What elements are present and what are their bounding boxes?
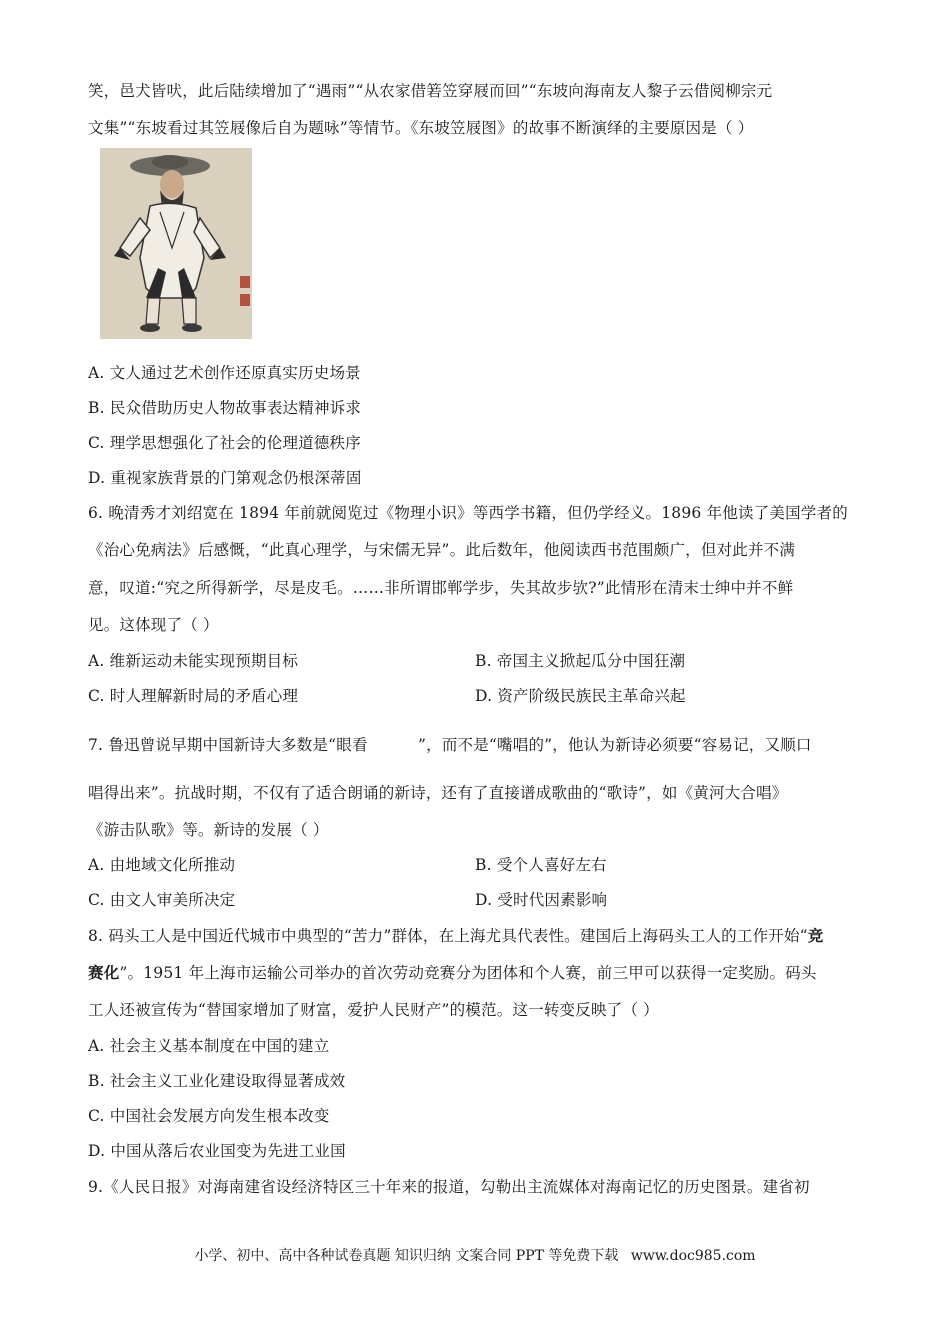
- q6-option-b: B. 帝国主义掀起瓜分中国狂潮: [475, 652, 686, 670]
- q5-option-c: C. 理学思想强化了社会的伦理道德秩序: [88, 434, 361, 452]
- q7-stem-line-1a: 7. 鲁迅曾说早期中国新诗大多数是“眼看: [88, 736, 368, 754]
- q7-option-a: A. 由地域文化所推动: [88, 856, 236, 874]
- q8-stem-line-2: [88, 962, 817, 984]
- q6-stem-line-4: 见。这体现了（ ）: [88, 616, 219, 634]
- q8-option-a: A. 社会主义基本制度在中国的建立: [88, 1037, 330, 1055]
- q6-stem-line-1: 6. 晚清秀才刘绍宽在 1894 年前就阅览过《物理小识》等西学书籍，但仍学经义。1896 年他读了美国学者的: [88, 504, 848, 522]
- q7-stem-line-1b: ”，而不是“嘴唱的”，他认为新诗必须要“容易记，又顺口: [418, 736, 812, 754]
- q8-option-b: B. 社会主义工业化建设取得显著成效: [88, 1072, 346, 1090]
- q6-option-c: C. 时人理解新时局的矛盾心理: [88, 687, 299, 705]
- footer-text: 小学、初中、高中各种试卷真题 知识归纳 文案合同 PPT 等免费下载: [194, 1248, 619, 1264]
- q7-option-c: C. 由文人审美所决定: [88, 891, 236, 909]
- q8-stem-line-1-text: 8. 码头工人是中国近代城市中典型的“苦力”群体，在上海尤具代表性。建国后上海码头工人的工作开始“: [88, 927, 808, 945]
- q5-option-a: A. 文人通过艺术创作还原真实历史场景: [88, 364, 361, 382]
- q7-stem-line-3: 《游击队歌》等。新诗的发展（ ）: [88, 821, 329, 839]
- footer-url[interactable]: www.doc985.com: [630, 1248, 756, 1264]
- q8-stem-line-2-text: ”。1951 年上海市运输公司举办的首次劳动竞赛分为团体和个人赛，前三甲可以获得一定奖励。码头: [119, 964, 817, 982]
- dongpo-painting-image: [100, 148, 252, 339]
- q5-option-b: B. 民众借助历史人物故事表达精神诉求: [88, 399, 362, 417]
- q9-stem-line-1: 9.《人民日报》对海南建省设经济特区三十年来的报道，勾勒出主流媒体对海南记忆的历史图景。建省初: [88, 1178, 810, 1196]
- q8-stem-line-1: [88, 925, 824, 947]
- q8-stem-line-3: 工人还被宣传为“替国家增加了财富，爱护人民财产”的模范。这一转变反映了（ ）: [88, 1001, 659, 1019]
- q5-stem-line-1: 笑，邑犬皆吠，此后陆续增加了“遇雨”“从农家借箬笠穿屐而回”“东坡向海南友人黎子云借阅柳宗元: [88, 82, 773, 100]
- q5-stem-line-2: 文集”“东坡看过其笠屐像后自为题咏”等情节。《东坡笠屐图》的故事不断演绎的主要原因是（ ）: [88, 119, 754, 137]
- q6-stem-line-3: 意，叹道:“究之所得新学，尽是皮毛。……非所谓邯郸学步，失其故步欤?”此情形在清末士绅中并不鲜: [88, 579, 794, 597]
- q7-stem-line-2: 唱得出来”。抗战时期，不仅有了适合朗诵的新诗，还有了直接谱成歌曲的“歌诗”，如《黄河大合唱》: [88, 784, 788, 802]
- q8-option-c: C. 中国社会发展方向发生根本改变: [88, 1107, 330, 1125]
- dongpo-figure-illustration: [100, 148, 252, 339]
- q6-stem-line-2: 《治心免病法》后感慨，“此真心理学，与宋儒无异”。此后数年，他阅读西书范围颇广，但对此并不满: [88, 541, 796, 559]
- q8-option-d: D. 中国从落后农业国变为先进工业国: [88, 1142, 346, 1160]
- q6-option-a: A. 维新运动未能实现预期目标: [88, 652, 299, 670]
- q7-option-d: D. 受时代因素影响: [475, 891, 608, 909]
- q7-option-b: B. 受个人喜好左右: [475, 856, 607, 874]
- q8-stem-line-2-bold: 赛化: [88, 963, 120, 982]
- q8-stem-line-1-bold: 竞: [807, 926, 824, 945]
- q6-option-d: D. 资产阶级民族民主革命兴起: [475, 687, 686, 705]
- q5-option-d: D. 重视家族背景的门第观念仍根深蒂固: [88, 469, 362, 487]
- page-footer: [0, 1246, 950, 1266]
